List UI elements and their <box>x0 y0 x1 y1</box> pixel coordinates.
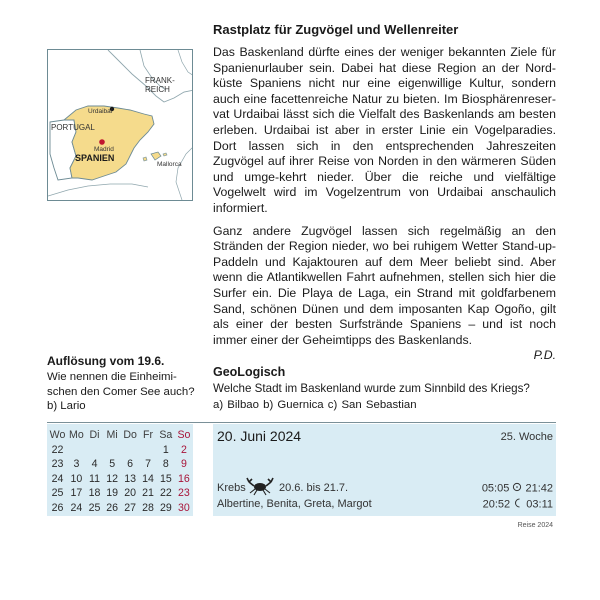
calendar-day <box>139 443 157 458</box>
label-frankreich-2: REICH <box>145 85 170 94</box>
calendar-day: 14 <box>142 472 154 485</box>
week-number: 22 <box>51 443 64 456</box>
footer-label: Reise 2024 <box>517 522 553 529</box>
quiz-question: Welche Stadt im Baskenland wurde zum Sinnbild des Kriegs? <box>213 382 530 395</box>
calendar-day-sunday: 9 <box>180 458 187 471</box>
mini-calendar <box>47 424 193 516</box>
calendar-day: 17 <box>70 487 83 500</box>
calendar-day: 18 <box>88 487 101 500</box>
calendar-day <box>67 443 86 458</box>
zodiac-range: 20.6. bis 21.7. <box>279 482 349 494</box>
calendar-day: 1 <box>162 443 169 456</box>
article-title: Rastplatz für Zugvögel und Wellenreiter <box>213 22 459 37</box>
calendar-day: 3 <box>73 458 80 471</box>
header-fr: Fr <box>143 429 154 442</box>
calendar-day: 25 <box>88 501 101 514</box>
calendar-day: 5 <box>109 458 116 471</box>
calendar-day: 21 <box>142 487 154 500</box>
header-week: Wo <box>49 429 66 442</box>
calendar-day: 29 <box>159 501 172 514</box>
calendar-day <box>103 443 121 458</box>
calendar-day: 28 <box>142 501 154 514</box>
week-number: 24 <box>51 472 64 485</box>
calendar-row <box>48 472 193 487</box>
calendar-row <box>48 501 193 516</box>
quiz-options: a) Bilbao b) Guernica c) San Sebastian <box>213 399 417 411</box>
zodiac-sign: Krebs <box>217 482 246 494</box>
week-number: 23 <box>51 458 64 471</box>
calendar-day-sunday: 16 <box>178 472 190 485</box>
calendar-day: 13 <box>124 472 136 485</box>
calendar-day: 26 <box>106 501 119 514</box>
label-mallorca: Mallorca <box>157 161 182 168</box>
article-paragraph-2: Ganz andere Zugvögel lassen sich regelmäßig an den Stränden der Region nieder, wo bei ruhigem Wetter Stand-up-Paddeln und Kajaktouren auf dem Meer beliebt sind. Aber wenn die Atlantikwellen Fahrt aufnehmen, stellen sich hier die Surfer ein. Die Playa de Laga, ein Strand mit goldfarbenem Sand, schönen Dünen und dem imposanten Kap Ogoño, gilt als einer der besten Surfstrände Spaniens – und ist noch immer einer der Geheimtipps des Baskenlands. <box>213 223 556 347</box>
label-madrid: Madrid <box>94 146 114 153</box>
calendar-day: 4 <box>91 458 98 471</box>
label-urdaibai: Urdaibai <box>88 108 113 115</box>
calendar-day <box>86 443 104 458</box>
moon-icon <box>513 498 523 511</box>
article-author: P.D. <box>533 348 556 363</box>
moon-times <box>483 498 553 511</box>
calendar-day: 20 <box>124 487 136 500</box>
calendar-day: 27 <box>124 501 136 514</box>
week-number: 26 <box>51 501 64 514</box>
madrid-marker <box>99 139 105 145</box>
article-paragraph-1: Das Baskenland dürfte eines der weniger bekannten Ziele für Spanienurlauber sein. Dabei hat diese Region an der Nord-küste Spaniens nicht nur eine eigenwillige Kultur, sondern auch eine facettenreiche Natur zu bieten. Im Biosphärenreser-vat Urdaibai lässt sich die Vielfalt des Baskenlands am besten erleben. Urdaibai ist aber in erster Linie ein Vogelparadies. Dort lassen sich in den entsprechenden Jahreszeiten Zugvögel auf ihrer Reise von Norden in den wärmeren Süden und umge-kehrt nieder. Über die reiche und vielfältige Vogelwelt wird im Vogelzentrum von Urdaibai anschaulich informiert. <box>213 45 556 215</box>
spain-map-graphic <box>48 50 193 201</box>
sunset-time: 21:42 <box>525 482 553 495</box>
calendar-day: 24 <box>70 501 83 514</box>
sunrise-time: 05:05 <box>481 482 510 495</box>
name-days: Albertine, Benita, Greta, Margot <box>217 498 372 510</box>
calendar-day: 15 <box>159 472 172 485</box>
week-number: 25 <box>51 487 64 500</box>
calendar-day: 8 <box>162 458 169 471</box>
mini-calendar-table <box>48 428 193 515</box>
label-spanien: SPANIEN <box>75 153 115 163</box>
current-date: 20. Juni 2024 <box>217 428 302 444</box>
header-so: So <box>177 429 191 442</box>
calendar-day: 6 <box>127 458 134 471</box>
calendar-day: 10 <box>70 472 83 485</box>
calendar-day: 7 <box>145 458 151 471</box>
quiz-title: GeoLogisch <box>213 365 286 379</box>
header-di: Di <box>89 429 100 442</box>
calendar-day: 22 <box>159 487 172 500</box>
moonset-time: 03:11 <box>526 498 553 511</box>
header-mo: Mo <box>69 429 84 442</box>
header-do: Do <box>123 429 137 442</box>
sun-times <box>482 482 553 495</box>
solution-answer: b) Lario <box>47 400 86 412</box>
solution-question: Wie nennen die Einheimi-schen den Comer See auch? <box>47 371 195 398</box>
calendar-day: 12 <box>106 472 119 485</box>
calendar-row <box>48 457 193 472</box>
section-divider <box>47 422 556 423</box>
calendar-row <box>48 486 193 501</box>
mini-calendar-header-row <box>48 428 193 443</box>
label-portugal: PORTUGAL <box>51 123 95 132</box>
label-frankreich-1: FRANK- <box>145 76 175 85</box>
calendar-day-sunday: 23 <box>178 487 190 500</box>
calendar-day: 11 <box>89 472 101 485</box>
solution-title: Auflösung vom 19.6. <box>47 354 165 368</box>
moonrise-time: 20:52 <box>482 498 511 511</box>
spain-map <box>47 49 193 201</box>
calendar-day: 19 <box>106 487 119 500</box>
week-number-label: 25. Woche <box>500 431 553 443</box>
calendar-day-sunday: 30 <box>178 501 190 514</box>
calendar-day-sunday: 2 <box>180 443 187 456</box>
article-body <box>213 45 556 364</box>
header-mi: Mi <box>106 429 118 442</box>
calendar-row <box>48 443 193 458</box>
calendar-day <box>121 443 139 458</box>
header-sa: Sa <box>159 429 173 442</box>
sun-icon <box>512 482 522 495</box>
